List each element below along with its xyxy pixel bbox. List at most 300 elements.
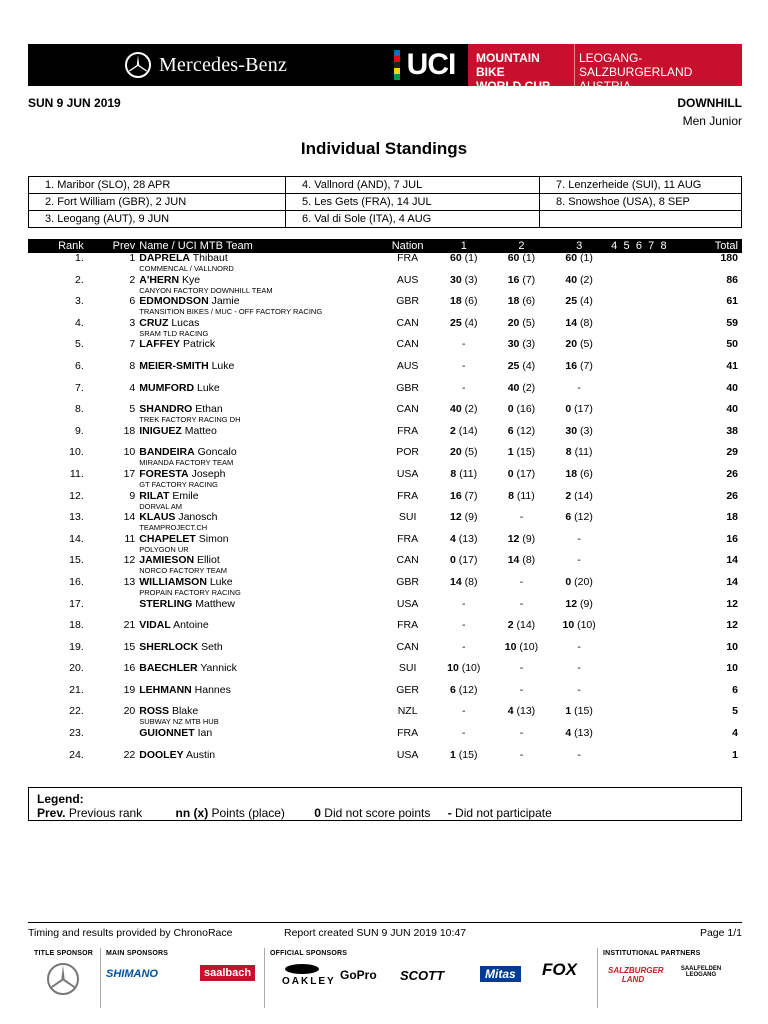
- rank-cell: 24.: [69, 748, 84, 761]
- empty-round-cell: [657, 706, 669, 728]
- round-2-cell: [493, 728, 551, 750]
- round-points: 8: [508, 489, 514, 502]
- rider-first-name: Seth: [201, 640, 223, 653]
- rider-last-name: EDMONDSON: [139, 295, 209, 308]
- table-row: [28, 663, 742, 685]
- rider-cell: [139, 253, 380, 275]
- empty-round-cell: [608, 361, 620, 383]
- empty-round-cell: [645, 750, 657, 772]
- oakley-ellipse-icon: [283, 962, 321, 974]
- empty-round-cell: [645, 728, 657, 750]
- mitas-logo: Mitas: [480, 966, 521, 982]
- total-points-cell: 29: [726, 446, 738, 459]
- round-points: 60: [507, 252, 520, 264]
- report-created: Report created SUN 9 JUN 2019 10:47: [284, 927, 467, 939]
- gopro-logo: GoPro: [340, 968, 377, 982]
- empty-round-cell: [657, 555, 669, 577]
- empty-round-cell: [608, 555, 620, 577]
- prev-rank-cell: 10: [123, 446, 136, 459]
- total-points-cell: 61: [726, 295, 738, 308]
- rider-last-name: GUIONNET: [139, 727, 195, 740]
- table-row: [28, 642, 742, 664]
- round-1-cell: [435, 599, 493, 621]
- empty-round-cell: [608, 491, 620, 513]
- round-place: (4): [522, 359, 536, 372]
- round-points: 30: [507, 338, 520, 351]
- round-points: -: [577, 554, 581, 567]
- rank-cell: 18.: [69, 619, 84, 632]
- nation-cell: FRA: [397, 532, 419, 545]
- empty-round-cell: [620, 555, 632, 577]
- rank-cell: 2.: [74, 273, 84, 286]
- prev-rank-cell: 1: [129, 252, 136, 264]
- rider-first-name: Patrick: [183, 338, 216, 351]
- prev-rank-cell: 8: [129, 359, 136, 372]
- round-points: 60: [565, 252, 578, 264]
- round-points: -: [577, 748, 581, 761]
- nation-cell: USA: [396, 748, 419, 761]
- prev-rank-cell: 19: [123, 683, 136, 696]
- rider-cell: [139, 318, 380, 340]
- round-2-cell: [493, 663, 551, 685]
- rider-first-name: Joseph: [191, 467, 226, 480]
- prev-rank-cell: 20: [123, 705, 136, 718]
- rank-cell: 7.: [74, 381, 84, 394]
- round-place: (9): [464, 511, 478, 524]
- table-row: [28, 555, 742, 577]
- scott-logo: SCOTT: [400, 968, 445, 983]
- round-points: -: [462, 640, 466, 653]
- rank-cell: 3.: [74, 295, 84, 308]
- total-points-cell: 4: [732, 727, 738, 740]
- empty-round-cell: [633, 685, 645, 707]
- rider-team: POLYGON UR: [139, 544, 189, 554]
- round-3-cell: [550, 685, 608, 707]
- col-name-header: Name / UCI MTB Team: [139, 239, 253, 252]
- rider-last-name: ROSS: [139, 705, 170, 718]
- col-total-header: Total: [714, 239, 738, 252]
- empty-round-cell: [633, 620, 645, 642]
- total-points-cell: 40: [726, 403, 738, 416]
- empty-round-cell: [633, 577, 645, 599]
- total-points-cell: 38: [726, 424, 738, 437]
- empty-round-cell: [657, 512, 669, 534]
- prev-rank-cell: 14: [123, 511, 136, 524]
- table-row: [28, 296, 742, 318]
- round-points: 16: [450, 489, 462, 502]
- empty-round-cell: [645, 253, 657, 275]
- round-2-cell: [493, 577, 551, 599]
- nation-cell: FRA: [397, 252, 419, 264]
- rider-last-name: BAECHLER: [139, 662, 198, 675]
- empty-round-cell: [608, 599, 620, 621]
- round-points: 12: [565, 597, 578, 610]
- empty-round-cell: [645, 534, 657, 556]
- round-1-cell: [435, 447, 493, 469]
- round-place: (15): [574, 705, 593, 718]
- round-1-cell: [435, 404, 493, 426]
- round-3-cell: [550, 534, 608, 556]
- round-points: -: [462, 727, 466, 740]
- round-3-cell: [550, 620, 608, 642]
- total-points-cell: 5: [732, 705, 738, 718]
- rider-last-name: VIDAL: [139, 619, 171, 632]
- sponsor-strip: [28, 944, 742, 1014]
- round-place: (8): [522, 554, 536, 567]
- col-round-4-header: 4: [611, 239, 618, 252]
- empty-round-cell: [645, 491, 657, 513]
- round-points: 12: [450, 511, 462, 524]
- round-points: -: [577, 640, 581, 653]
- empty-round-cell: [645, 599, 657, 621]
- empty-round-cell: [608, 663, 620, 685]
- round-place: (14): [516, 619, 536, 632]
- rider-first-name: Matthew: [195, 597, 235, 610]
- prev-rank-cell: 6: [129, 295, 136, 308]
- table-row: [28, 728, 742, 750]
- rider-team: COMMENCAL / VALLNORD: [139, 264, 234, 273]
- rider-first-name: Luke: [209, 575, 233, 588]
- rider-first-name: Antoine: [173, 619, 209, 632]
- total-points-cell: 86: [726, 273, 738, 286]
- round-points: 8: [450, 467, 457, 480]
- empty-round-cell: [608, 253, 620, 275]
- empty-round-cell: [608, 685, 620, 707]
- round-points: 0: [507, 467, 514, 480]
- page-number: Page 1/1: [699, 927, 742, 939]
- prev-rank-cell: 9: [129, 489, 136, 502]
- rider-team: TREK FACTORY RACING DH: [139, 415, 241, 425]
- table-row: [28, 706, 742, 728]
- rider-team: TRANSITION BIKES / MUC - OFF FACTORY RACING: [139, 307, 323, 317]
- page-title: Individual Standings: [300, 139, 468, 158]
- round-points: 1: [565, 705, 572, 718]
- venue-line-2: AUSTRIA: [579, 79, 632, 93]
- empty-round-cell: [633, 491, 645, 513]
- table-row: [28, 253, 742, 275]
- rider-cell: [139, 555, 380, 577]
- round-points: 18: [507, 295, 520, 308]
- round-3-cell: [550, 728, 608, 750]
- round-points: 30: [565, 424, 578, 437]
- official-sponsors-label: OFFICIAL SPONSORS: [270, 950, 348, 957]
- rider-cell: [139, 491, 380, 513]
- table-row: [28, 447, 742, 469]
- round-1-cell: [435, 339, 493, 361]
- empty-round-cell: [633, 275, 645, 297]
- rank-cell: 13.: [69, 511, 84, 524]
- legend-zero-desc: Did not score points: [324, 806, 431, 820]
- round-1-cell: [435, 491, 493, 513]
- round-place: (16): [516, 403, 536, 416]
- round-1-cell: [435, 663, 493, 685]
- round-points: 40: [450, 403, 462, 416]
- rank-cell: 21.: [69, 683, 84, 696]
- round-points: -: [519, 748, 524, 761]
- round-points: 20: [507, 316, 520, 329]
- legend-points-desc: Points (place): [211, 806, 285, 820]
- total-points-cell: 14: [726, 575, 738, 588]
- empty-round-cell: [620, 512, 632, 534]
- round-3-cell: [550, 318, 608, 340]
- empty-round-cell: [633, 706, 645, 728]
- rider-first-name: Blake: [171, 705, 199, 718]
- nation-cell: FRA: [397, 619, 419, 632]
- rider-first-name: Luke: [197, 381, 220, 394]
- rank-cell: 16.: [69, 575, 84, 588]
- col-round-2-header: 2: [518, 239, 525, 252]
- legend-box: [28, 787, 742, 821]
- empty-round-cell: [645, 447, 657, 469]
- nation-cell: GBR: [396, 575, 419, 588]
- empty-round-cell: [657, 599, 669, 621]
- rank-cell: 1.: [74, 252, 84, 264]
- empty-round-cell: [633, 361, 645, 383]
- empty-round-cell: [645, 642, 657, 664]
- rider-cell: [139, 383, 380, 405]
- round-place: (6): [580, 467, 593, 480]
- col-round-6-header: 6: [635, 239, 642, 252]
- round-points: 10: [562, 619, 575, 632]
- fox-logo: FOX: [542, 960, 577, 979]
- empty-round-cell: [633, 750, 645, 772]
- table-row: [28, 318, 742, 340]
- round-points: 40: [507, 381, 520, 394]
- round-2-cell: [493, 599, 551, 621]
- total-points-cell: 10: [726, 640, 738, 653]
- round-place: (1): [580, 252, 593, 264]
- round-points: 6: [450, 683, 456, 696]
- timing-credit: Timing and results provided by ChronoRace: [28, 927, 233, 939]
- round-place: (13): [574, 727, 593, 740]
- nation-cell: GER: [396, 683, 419, 696]
- empty-round-cell: [645, 296, 657, 318]
- empty-round-cell: [633, 728, 645, 750]
- round-points: 2: [450, 424, 456, 437]
- table-row: [28, 599, 742, 621]
- empty-round-cell: [633, 512, 645, 534]
- empty-round-cell: [633, 663, 645, 685]
- empty-round-cell: [608, 728, 620, 750]
- empty-round-cell: [620, 642, 632, 664]
- round-points: -: [462, 359, 466, 372]
- empty-round-cell: [608, 383, 620, 405]
- round-place: (10): [461, 662, 481, 675]
- round-place: (15): [458, 748, 478, 761]
- round-points: 4: [450, 532, 456, 545]
- round-points: -: [519, 597, 524, 610]
- empty-round-cell: [620, 275, 632, 297]
- round-place: (11): [574, 446, 593, 459]
- round-3-cell: [550, 383, 608, 405]
- nation-cell: FRA: [397, 727, 419, 740]
- round-place: (11): [459, 467, 478, 480]
- empty-round-cell: [645, 426, 657, 448]
- total-points-cell: 40: [726, 381, 738, 394]
- empty-round-cell: [633, 404, 645, 426]
- round-cell: 3. Leogang (AUT), 9 JUN: [29, 211, 286, 228]
- rider-cell: [139, 534, 380, 556]
- empty-round-cell: [608, 534, 620, 556]
- header-banner: [28, 44, 742, 93]
- empty-round-cell: [608, 404, 620, 426]
- total-points-cell: 41: [726, 359, 738, 372]
- legend-points-key: nn (x): [175, 806, 209, 820]
- prev-rank-cell: 2: [129, 273, 136, 286]
- round-points: -: [462, 619, 466, 632]
- empty-round-cell: [608, 318, 620, 340]
- col-nation-header: Nation: [391, 239, 424, 252]
- total-points-cell: 180: [720, 252, 738, 264]
- prev-rank-cell: [88, 599, 140, 621]
- rider-cell: [139, 642, 380, 664]
- prev-rank-cell: 17: [123, 467, 136, 480]
- rider-cell: [139, 361, 380, 383]
- table-row: [28, 750, 742, 772]
- round-points: 18: [450, 295, 462, 308]
- empty-round-cell: [657, 620, 669, 642]
- prev-rank-cell: 5: [129, 403, 136, 416]
- round-points: 0: [450, 554, 456, 567]
- rider-cell: [139, 706, 380, 728]
- empty-round-cell: [620, 750, 632, 772]
- round-1-cell: [435, 555, 493, 577]
- round-3-cell: [550, 491, 608, 513]
- round-3-cell: [550, 275, 608, 297]
- round-points: 1: [450, 748, 456, 761]
- rider-last-name: WILLIAMSON: [139, 575, 207, 588]
- rider-cell: [139, 663, 380, 685]
- round-place: (9): [522, 532, 536, 545]
- discipline: DOWNHILL: [677, 96, 742, 110]
- round-place: (5): [522, 316, 536, 329]
- legend-prev-key: Prev.: [37, 806, 66, 820]
- round-place: (17): [516, 467, 536, 480]
- prev-rank-cell: [88, 728, 140, 750]
- empty-round-cell: [645, 383, 657, 405]
- round-1-cell: [435, 685, 493, 707]
- round-place: (13): [458, 532, 478, 545]
- round-3-cell: [550, 296, 608, 318]
- col-round-7-header: 7: [648, 239, 655, 252]
- round-place: (5): [580, 338, 593, 351]
- uci-text: UCI: [406, 48, 456, 81]
- round-1-cell: [435, 469, 493, 491]
- nation-cell: USA: [396, 467, 419, 480]
- saalbach-logo: saalbach: [200, 965, 255, 981]
- round-place: (13): [516, 705, 536, 718]
- round-place: (2): [522, 381, 536, 394]
- series-line-1: MOUNTAIN BIKE: [476, 51, 540, 79]
- rider-first-name: Matteo: [184, 424, 217, 437]
- empty-round-cell: [620, 534, 632, 556]
- mercedes-benz-logo-text: Mercedes-Benz: [158, 53, 288, 76]
- col-round-5-header: 5: [623, 239, 630, 252]
- rider-last-name: FORESTA: [139, 467, 189, 480]
- rider-cell: [139, 296, 380, 318]
- salzburgerland-logo: SALZBURGER LAND: [608, 966, 664, 984]
- table-row: [28, 426, 742, 448]
- round-2-cell: [493, 685, 551, 707]
- empty-round-cell: [645, 318, 657, 340]
- round-points: 30: [450, 273, 462, 286]
- round-2-cell: [493, 361, 551, 383]
- rider-team: SRAM TLD RACING: [139, 328, 209, 338]
- rank-cell: 20.: [69, 662, 84, 675]
- oakley-logo: OAKLEY: [282, 976, 336, 987]
- prev-rank-cell: 22: [123, 748, 136, 761]
- sponsor-divider: [597, 948, 598, 1008]
- round-2-cell: [493, 339, 551, 361]
- empty-round-cell: [620, 426, 632, 448]
- round-cell: 4. Vallnord (AND), 7 JUL: [286, 177, 540, 194]
- round-place: (2): [464, 403, 478, 416]
- rank-cell: 6.: [74, 359, 84, 372]
- round-1-cell: [435, 383, 493, 405]
- rank-cell: 12.: [69, 489, 84, 502]
- rider-cell: [139, 728, 380, 750]
- rider-cell: [139, 275, 380, 297]
- col-round-8-header: 8: [660, 239, 667, 252]
- empty-round-cell: [608, 339, 620, 361]
- venue-line-1: LEOGANG-SALZBURGERLAND: [579, 51, 693, 79]
- round-place: (14): [574, 489, 593, 502]
- round-2-cell: [493, 469, 551, 491]
- empty-round-cell: [645, 339, 657, 361]
- empty-round-cell: [645, 685, 657, 707]
- round-points: -: [577, 381, 581, 394]
- empty-round-cell: [620, 663, 632, 685]
- main-sponsors-label: MAIN SPONSORS: [106, 950, 169, 957]
- empty-round-cell: [657, 728, 669, 750]
- empty-round-cell: [620, 447, 632, 469]
- round-cell: 1. Maribor (SLO), 28 APR: [29, 177, 286, 194]
- rider-first-name: Emile: [172, 489, 199, 502]
- empty-round-cell: [657, 447, 669, 469]
- round-cell: [540, 211, 742, 228]
- round-3-cell: [550, 253, 608, 275]
- total-points-cell: 12: [726, 597, 738, 610]
- standings-table: [28, 239, 742, 771]
- round-points: 60: [450, 252, 462, 264]
- empty-round-cell: [657, 296, 669, 318]
- empty-round-cell: [608, 620, 620, 642]
- rider-last-name: STERLING: [139, 597, 193, 610]
- prev-rank-cell: 7: [129, 338, 136, 351]
- round-points: -: [577, 683, 581, 696]
- round-place: (5): [464, 446, 478, 459]
- round-points: 4: [565, 727, 572, 740]
- empty-round-cell: [645, 361, 657, 383]
- round-1-cell: [435, 577, 493, 599]
- round-2-cell: [493, 318, 551, 340]
- empty-round-cell: [633, 447, 645, 469]
- rider-team: TEAMPROJECT.CH: [139, 523, 208, 533]
- nation-cell: AUS: [396, 359, 419, 372]
- round-2-cell: [493, 512, 551, 534]
- rider-first-name: Austin: [185, 748, 216, 761]
- col-rank-header: Rank: [58, 239, 84, 252]
- rider-last-name: JAMIESON: [139, 554, 195, 567]
- total-points-cell: 18: [726, 511, 738, 524]
- round-place: (6): [522, 295, 536, 308]
- rider-last-name: RILAT: [139, 489, 170, 502]
- rider-last-name: INIGUEZ: [139, 424, 182, 437]
- rank-cell: 11.: [69, 467, 84, 480]
- round-place: (2): [580, 273, 593, 286]
- rank-cell: 10.: [69, 446, 84, 459]
- empty-round-cell: [608, 296, 620, 318]
